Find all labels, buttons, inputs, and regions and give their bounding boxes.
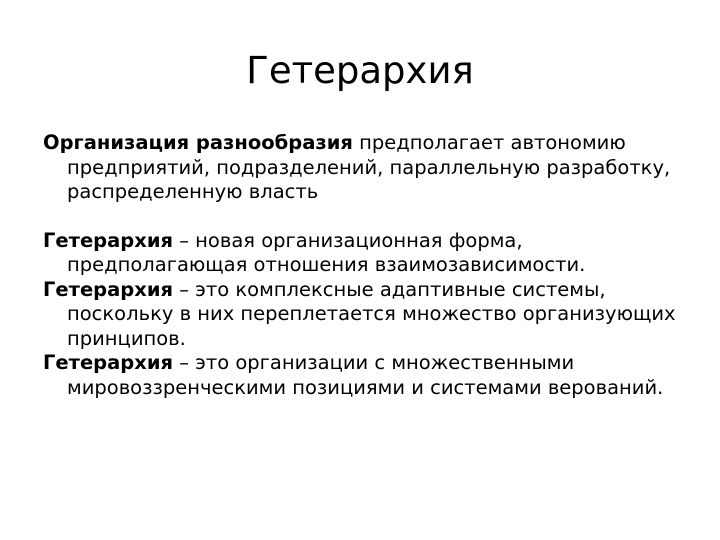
paragraph-term: Гетерархия: [43, 351, 174, 374]
slide-title: Гетерархия: [246, 49, 474, 92]
paragraph-term: Гетерархия: [43, 277, 174, 301]
paragraph-spacer: [43, 205, 683, 229]
paragraph-text: – это комплексные адаптивные системы, поскольку в них переплетается множество организующих принципов.: [67, 277, 676, 350]
paragraph-text: – новая организационная форма, предполагающая отношения взаимозависимости.: [67, 228, 586, 276]
paragraph-heterarchy-form: [43, 229, 683, 278]
paragraph-diversity-organization: [43, 131, 683, 205]
paragraph-text: – это организации с множественными мировоззренческими позициями и системами верований.: [67, 351, 664, 399]
paragraph-term: Гетерархия: [43, 228, 174, 252]
slide-body: [43, 131, 683, 400]
paragraph-heterarchy-adaptive: [43, 278, 683, 352]
paragraph-text: предполагает автономию предприятий, подразделений, параллельную разработку, распределенную власть: [67, 131, 671, 203]
paragraph-heterarchy-worldviews: [43, 351, 683, 400]
paragraph-term: Организация разнообразия: [43, 131, 353, 154]
